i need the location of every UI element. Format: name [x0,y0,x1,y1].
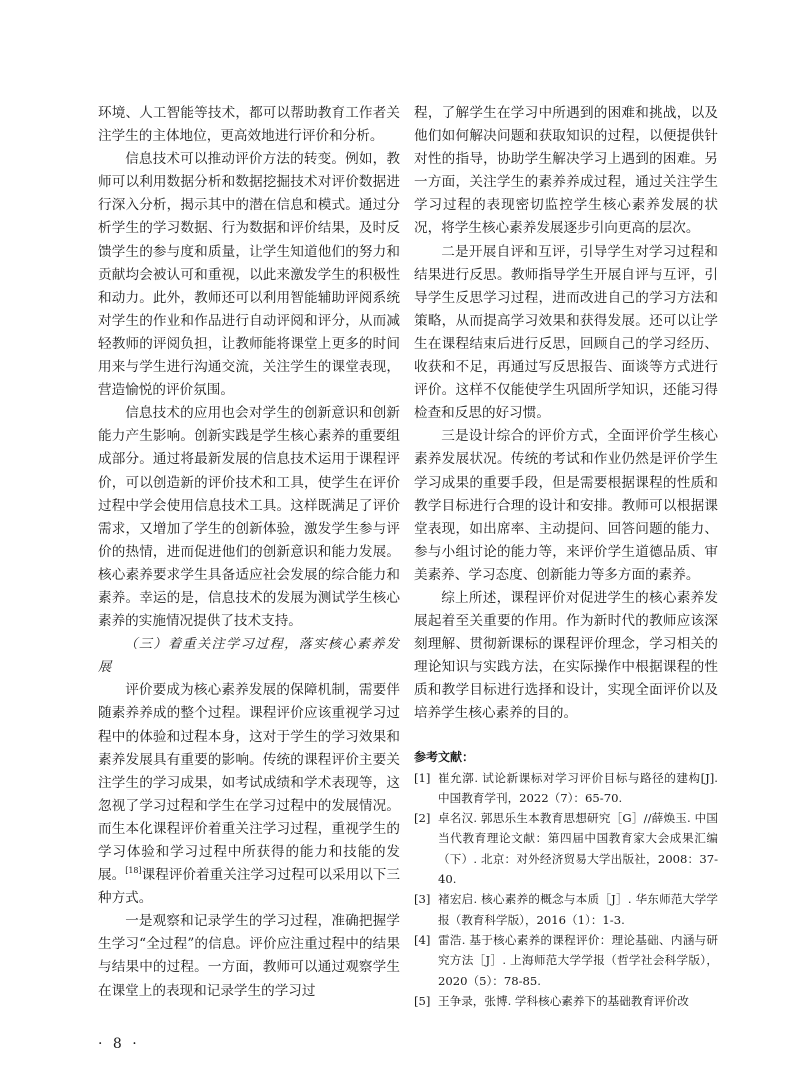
reference-text: 卓名汉. 郭思乐生本教育思想研究［G］//薛焕玉. 中国当代教育理论文献：第四届中国教育家大会成果汇编（下）. 北京：对外经济贸易大学出版社，2008：37-40. [438,811,718,887]
paragraph: 程，了解学生在学习中所遇到的困难和挑战，以及他们如何解决问题和获取知识的过程，以便提供针对性的指导，协助学生解决学习上遇到的困难。另一方面，关注学生的素养养成过程，通过关注学生学习过程的表现密切监控学生核心素养发展的状况，将学生核心素养发展逐步引向更高的层次。 [414,105,718,237]
reference-text: 崔允漷. 试论新课标对学习评价目标与路径的建构[J]. 中国教育学刊，2022（7）：65-70. [438,770,718,805]
paragraph: 一是观察和记录学生的学习过程，准确把握学生学习“全过程”的信息。评价应注重过程中的结果与结果中的过程。一方面，教师可以通过观察学生在课堂上的表现和记录学生的学习过 [98,913,400,999]
paragraph-text: 课程评价着重关注学习过程可以采用以下三种方式。 [98,867,401,907]
section-heading: （三）着重关注学习过程，落实核心素养发展 [98,637,400,676]
paragraph: 信息技术可以推动评价方法的转变。例如，教师可以利用数据分析和数据挖掘技术对评价数据进行深入分析，揭示其中的潜在信息和模式。通过分析学生的学习数据、行为数据和评价结果，及时反馈学生的参与度和质量，让学生知道他们的努力和贡献均会被认可和重视，以此来激发学生的积极性和动力。此外，教师还可以利用智能辅助评阅系统对学生的作业和作品进行自动评阅和评分，从而减轻教师的评阅负担，让教师能将课堂上更多的时间用来与学生进行沟通交流，关注学生的课堂表现，营造愉悦的评价氛围。 [98,151,400,399]
reference-item [414,991,718,1011]
reference-text: 雷浩. 基于核心素养的课程评价：理论基础、内涵与研究方法［J］. 上海师范大学学报（哲学社会科学版），2020（5）：78-85. [438,932,718,988]
reference-item [414,930,718,991]
paragraph: 信息技术的应用也会对学生的创新意识和创新能力产生影响。创新实践是学生核心素养的重要组成部分。通过将最新发展的信息技术运用于课程评价，可以创造新的评价技术和工具，使学生在评价过程中学会使用信息技术工具。这样既满足了评价需求，又增加了学生的创新体验，激发学生参与评价的热情，进而促进他们的创新意识和能力发展。核心素养要求学生具备适应社会发展的综合能力和素养。幸运的是，信息技术的发展为测试学生核心素养的实施情况提供了技术支持。 [98,405,400,630]
reference-number: [1] [414,770,431,785]
paragraph: 综上所述，课程评价对促进学生的核心素养发展起着至关重要的作用。作为新时代的教师应该深刻理解、贯彻新课标的课程评价理念，学习相关的理论知识与实践方法，在实际操作中根据课程的性质和教学目标进行选择和设计，实现全面评价以及培养学生核心素养的目的。 [414,589,718,722]
reference-text: 王争录，张博. 学科核心素养下的基础教育评价改 [438,993,689,1008]
citation-marker[interactable]: [18] [125,866,142,876]
reference-number: [5] [414,993,431,1008]
left-column [98,102,400,1003]
paragraph: 三是设计综合的评价方式，全面评价学生核心素养发展状况。传统的考试和作业仍然是评价学生学习成果的重要手段，但是需要根据课程的性质和教学目标进行合理的设计和安排。教师可以根据课堂表现，如出席率、主动提问、回答问题的能力、参与小组讨论的能力等，来评价学生道德品质、审美素养、学习态度、创新能力等多方面的素养。 [414,428,718,583]
page-number: · 8 · [98,1036,140,1052]
reference-number: [4] [414,932,431,947]
paragraph-text: 评价要成为核心素养发展的保障机制，需要伴随素养养成的整个过程。课程评价应该重视学习过程中的体验和过程本身，这对于学生的学习效果和素养发展具有重要的影响。传统的课程评价主要关注学生的学习成果，如考试成绩和学术表现等，这忽视了学习过程和学生在学习过程中的发展情况。而生本化课程评价着重关注学习过程，重视学生的学习体验和学习过程中所获得的能力和技能的发展。 [98,682,400,884]
reference-number: [2] [414,811,431,826]
reference-item [414,808,718,889]
paragraph: 环境、人工智能等技术，都可以帮助教育工作者关注学生的主体地位，更高效地进行评价和分析。 [98,105,400,145]
references-title: 参考文献： [414,749,475,764]
paragraph: 二是开展自评和互评，引导学生对学习过程和结果进行反思。教师指导学生开展自评与互评，引导学生反思学习过程，进而改进自己的学习方法和策略，从而提高学习效果和获得发展。还可以让学生在课程结束后进行反思，回顾自己的学习经历、收获和不足，再通过写反思报告、面谈等方式进行评价。这样不仅能使学生巩固所学知识，还能习得检查和反思的好习惯。 [414,243,718,422]
paragraph [98,679,400,910]
reference-item [414,768,718,809]
reference-text: 褚宏启. 核心素养的概念与本质［J］. 华东师范大学学报（教育科学版），2016（1）：1-3. [438,892,718,927]
reference-item [414,889,718,930]
reference-number: [3] [414,892,431,907]
right-column [414,102,718,1011]
references-section [414,746,718,1012]
